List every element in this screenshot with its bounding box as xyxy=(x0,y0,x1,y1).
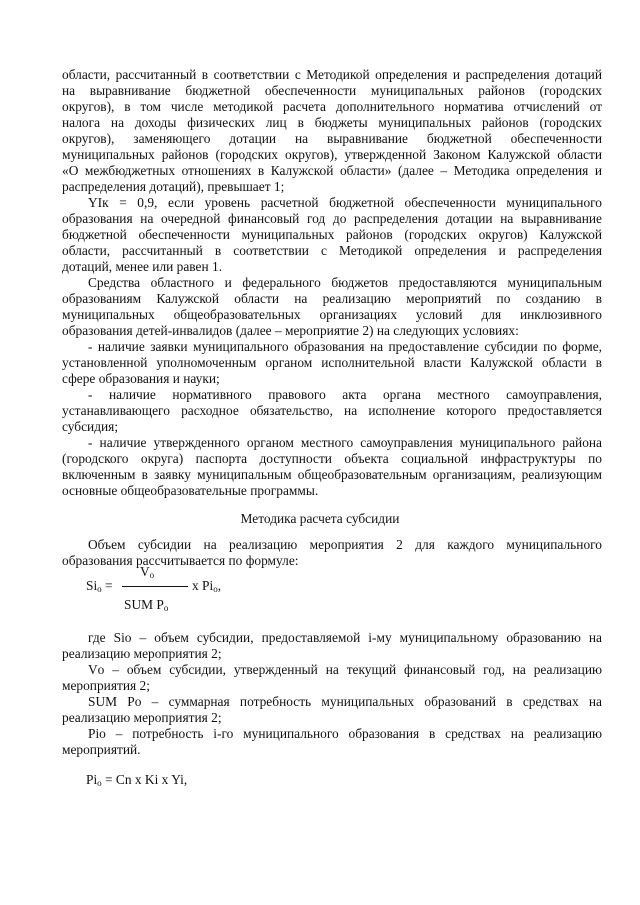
text-line: дотаций, менее или равен 1. xyxy=(62,259,223,274)
text-line: области, рассчитанный в соответствии с Методикой определения и распределения xyxy=(62,243,602,258)
text-line: Piо – потребность i-го муниципального образования в средствах на реализацию xyxy=(88,726,602,741)
text-line: образованиям Калужской области на реализацию мероприятий по созданию в xyxy=(62,291,602,306)
text-line: Vо – объем субсидии, утвержденный на текущий финансовый год, на реализацию xyxy=(88,662,602,677)
text-line: субсидия; xyxy=(62,419,119,434)
text-line: «О межбюджетных отношениях в Калужской области» (далее – Методика определения и xyxy=(62,163,602,178)
text-line: округов), заменяющего дотации на выравнивание бюджетной обеспеченности xyxy=(62,131,602,146)
text-line: сфере образования и науки; xyxy=(62,371,220,386)
text-line: на выравнивание бюджетной обеспеченности муниципальных районов (городских xyxy=(62,83,602,98)
text-line: образования детей-инвалидов (далее – мероприятие 2) на следующих условиях: xyxy=(62,323,519,338)
formula-lhs: $Si_о$ = xyxy=(86,578,113,594)
text-line: основные общеобразовательные программы. xyxy=(62,483,319,498)
formula-rhs: x $Pi_о$, xyxy=(192,578,222,594)
text-line: реализацию мероприятия 2; xyxy=(62,710,222,725)
text-line: Средства областного и федерального бюджетов предоставляются муниципальным xyxy=(88,275,602,290)
text-line: образования на очередной финансовый год до распределения дотации на выравнивание xyxy=(62,211,602,226)
text-line: Объем субсидии на реализацию мероприятия 2 для каждого муниципального xyxy=(88,537,602,552)
text-line: SUM Pо – суммарная потребность муниципальных образований в средствах на xyxy=(88,694,602,709)
text-line: установленной уполномоченным органом исполнительной власти Калужской области в xyxy=(62,355,602,370)
text-line: бюджетной обеспеченности муниципальных районов (городских округов) Калужской xyxy=(62,227,602,242)
text-line: образования рассчитывается по формуле: xyxy=(62,553,299,568)
text-line: YIк = 0,9, если уровень расчетной бюджетной обеспеченности муниципального xyxy=(88,195,602,210)
section-heading: Методика расчета субсидии xyxy=(240,511,400,526)
formula-numerator: $V_о$ xyxy=(140,564,155,580)
text-line: - наличие утвержденного органом местного самоуправления муниципального района xyxy=(88,435,602,450)
text-line: мероприятия 2; xyxy=(62,678,150,693)
fraction-bar xyxy=(122,586,188,587)
text-line: распределения дотаций), превышает 1; xyxy=(62,179,285,194)
text-line: округов), в том числе методикой расчета дополнительного норматива отчислений от xyxy=(62,99,602,114)
text-line: устанавливающего расходное обязательство, на исполнение которого предоставляется xyxy=(62,403,602,418)
text-line: налога на доходы физических лиц в бюджеты муниципальных районов (городских xyxy=(62,115,602,130)
text-line: реализацию мероприятия 2; xyxy=(62,646,222,661)
text-line: муниципальных общеобразовательных организациях условий для инклюзивного xyxy=(62,307,602,322)
formula-denominator: SUM $P_о$ xyxy=(124,597,169,613)
formula-need: $Pi_о = Cn$ x Ki x Yi, xyxy=(86,772,188,788)
text-line: где Siо – объем субсидии, предоставляемой i-му муниципальному образованию на xyxy=(88,630,602,645)
text-line: (городского округа) паспорта доступности объекта социальной инфраструктуры по xyxy=(62,451,602,466)
text-line: мероприятий. xyxy=(62,742,141,757)
text-line: - наличие заявки муниципального образования на предоставление субсидии по форме, xyxy=(88,339,602,354)
text-line: включенным в заявку муниципальным общеобразовательным организациям, реализующим xyxy=(62,467,602,482)
text-line: муниципальных районов (городских округов), утвержденной Законом Калужской области xyxy=(62,147,602,162)
text-line: - наличие нормативного правового акта органа местного самоуправления, xyxy=(88,387,602,402)
text-line: области, рассчитанный в соответствии с Методикой определения и распределения дотаций xyxy=(62,67,602,82)
